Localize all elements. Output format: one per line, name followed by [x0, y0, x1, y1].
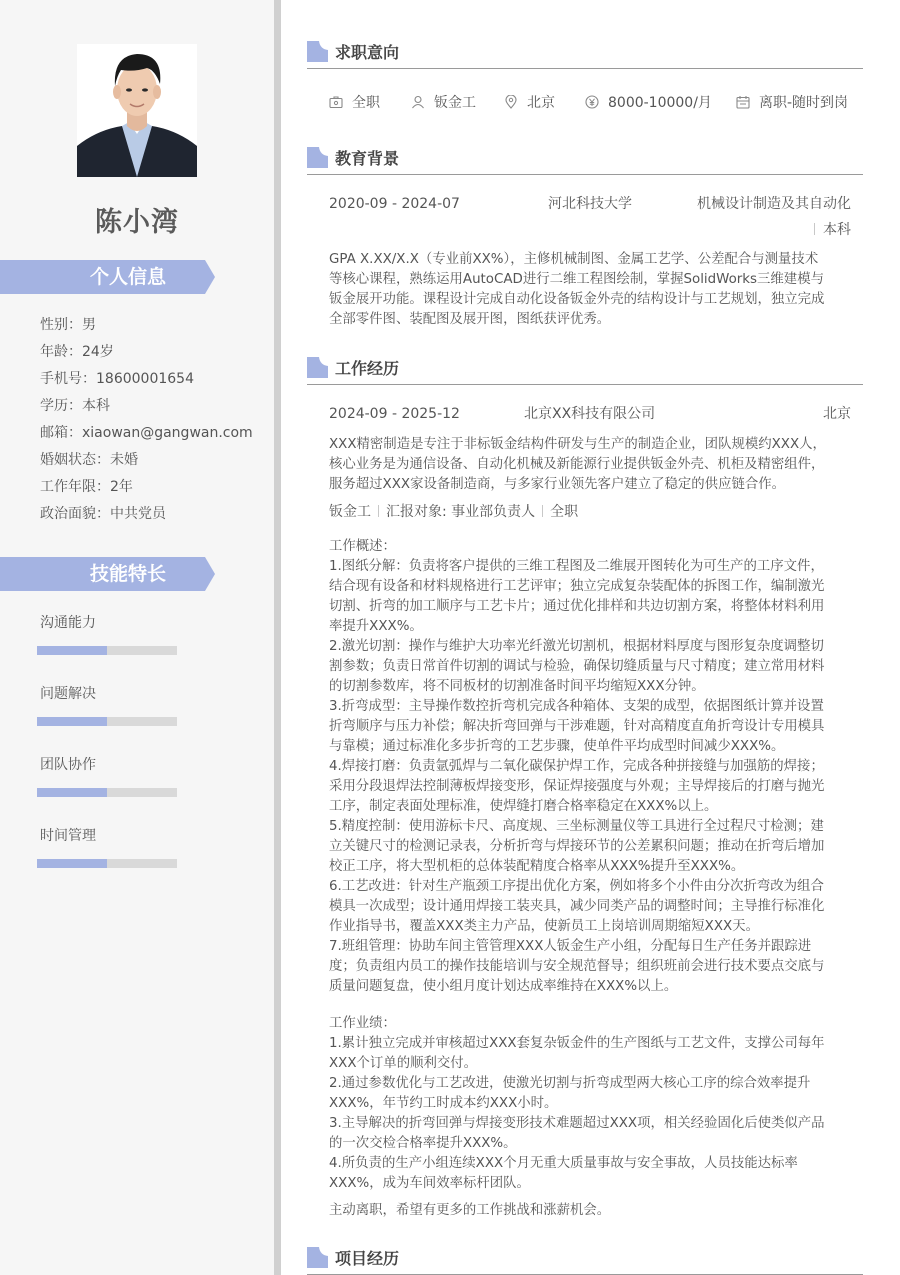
personal-info-header — [0, 260, 215, 294]
info-education: 学历：本科 — [40, 398, 110, 414]
info-marital-status: 婚姻状态：未婚 — [40, 452, 138, 468]
tag-position: 钣金工 — [329, 504, 371, 520]
info-email: 邮箱：xiaowan@gangwan.com — [40, 425, 253, 441]
job-intent-row — [329, 92, 859, 114]
intent-city — [504, 92, 555, 114]
skill-name: 团队协作 — [40, 757, 96, 773]
intent-position — [411, 92, 476, 114]
text-line: XXX%，成为车间效率标杆团队。 — [329, 1176, 530, 1191]
separator — [378, 505, 379, 517]
personal-info-list — [40, 312, 253, 528]
text-line: 3.折弯成型：主导操作数控折弯机完成各种箱体、支架的成型，依据图纸计算并设置 — [329, 699, 824, 714]
text-line: GPA X.XX/X.X（专业前XX%），主修机械制图、金属工艺学、公差配合与测量技术 — [329, 252, 819, 267]
info-age: 年龄：24岁 — [40, 344, 114, 360]
section-marker-icon — [307, 41, 328, 62]
skills-header — [0, 557, 215, 591]
avatar — [77, 44, 197, 177]
text-line: 立关键尺寸的检测记录表，分析折弯与焊接环节的公差累积问题；推动在折弯后增加 — [329, 839, 825, 854]
work-tags — [329, 502, 578, 522]
briefcase-icon — [329, 95, 343, 109]
work-company: 北京XX科技有限公司 — [524, 406, 656, 422]
text-line: 4.所负责的生产小组连续XXX个月无重大质量事故与安全事故，人员技能达标率 — [329, 1156, 798, 1171]
skill-bar — [37, 788, 177, 797]
text-line: 服务超过XXX家设备制造商，与多家行业领先客户建立了稳定的供应链合作。 — [329, 477, 786, 492]
section-work-experience — [307, 357, 863, 385]
education-period: 2020-09 - 2024-07 — [329, 196, 460, 212]
text-line: 3.主导解决的折弯回弹与焊接变形技术难题超过XXX项，相关经验固化后使类似产品 — [329, 1116, 825, 1131]
section-title: 求职意向 — [335, 43, 400, 62]
person-icon — [411, 95, 425, 109]
info-work-years: 工作年限：2年 — [40, 479, 133, 495]
text-line: 折弯顺序与压力补偿；解决折弯回弹与干涉难题，针对高精度直角折弯设计专用模具 — [329, 719, 825, 734]
skill-item — [37, 683, 177, 726]
work-overview — [329, 537, 853, 997]
skill-name: 时间管理 — [40, 828, 96, 844]
separator — [542, 505, 543, 517]
section-job-intent — [307, 41, 863, 69]
skills-title: 技能特长 — [89, 563, 166, 585]
text-line: 主动离职，希望有更多的工作挑战和涨薪机会。 — [329, 1203, 611, 1218]
candidate-name: 陈小湾 — [95, 207, 179, 238]
tag-report-to: 汇报对象: 事业部负责人 — [386, 504, 536, 520]
section-title: 教育背景 — [335, 149, 400, 168]
separator — [814, 223, 815, 235]
skill-item — [37, 612, 177, 655]
skill-bar-fill — [37, 717, 107, 726]
text-line: 结合现有设备和材料规格进行工艺评审；独立完成复杂装配体的拆图工作，编制激光 — [329, 579, 825, 594]
intent-job-type — [329, 92, 380, 114]
text-line: 割参数；负责日常首件切割的调试与检验，确保切缝质量与尺寸精度；建立常用材料 — [329, 659, 825, 674]
text-line: 模具一次成型；设计通用焊接工装夹具，减少同类产品的调整时间；主导推行标准化 — [329, 899, 825, 914]
text-line: 工作概述： — [329, 539, 396, 554]
skill-name: 问题解决 — [40, 686, 96, 702]
section-marker-icon — [307, 147, 328, 168]
skill-name: 沟通能力 — [40, 615, 96, 631]
work-results — [329, 1014, 853, 1194]
skill-item — [37, 825, 177, 868]
skill-item — [37, 754, 177, 797]
skill-bar-fill — [37, 646, 107, 655]
text-line: 6.工艺改进：针对生产瓶颈工序提出优化方案，例如将多个小件由分次折弯改为组合 — [329, 879, 824, 894]
location-pin-icon — [504, 95, 518, 109]
skill-bar — [37, 859, 177, 868]
education-major: 机械设计制造及其自动化 — [697, 196, 851, 212]
info-phone: 手机号：18600001654 — [40, 371, 194, 387]
skill-bar — [37, 646, 177, 655]
intent-text: 离职-随时到岗 — [759, 95, 849, 111]
leave-reason — [329, 1201, 853, 1221]
text-line: XXX%，年节约工时成本约XXX小时。 — [329, 1096, 558, 1111]
intent-salary — [585, 92, 712, 114]
section-title: 项目经历 — [335, 1249, 400, 1268]
text-line: 7.班组管理：协助车间主管管理XXX人钣金生产小组，分配每日生产任务并跟踪进 — [329, 939, 812, 954]
education-degree-wrap — [814, 220, 851, 240]
section-title: 工作经历 — [335, 359, 400, 378]
text-line: 5.精度控制：使用游标卡尺、高度规、三坐标测量仪等工具进行全过程尺寸检测；建 — [329, 819, 824, 834]
education-description — [329, 250, 853, 330]
text-line: 率提升XXX%。 — [329, 619, 423, 634]
intent-text: 钣金工 — [434, 95, 476, 111]
section-marker-icon — [307, 1247, 328, 1268]
text-line: 等核心课程，熟练运用AutoCAD进行二维工程图绘制，掌握SolidWorks三维建模与 — [329, 272, 824, 287]
text-line: 核心业务是为通信设备、自动化机械及新能源行业提供钣金外壳、机柜及精密组件， — [329, 457, 825, 472]
text-line: 的切割参数库，将不同板材的切割准备时间平均缩短XXX分钟。 — [329, 679, 705, 694]
text-line: 校正工序，将大型机柜的总体装配精度合格率从XXX%提升至XXX%。 — [329, 859, 745, 874]
company-description — [329, 435, 853, 495]
section-education — [307, 147, 863, 175]
intent-text: 全职 — [352, 95, 380, 111]
education-school: 河北科技大学 — [548, 196, 632, 212]
text-line: 采用分段退焊法控制薄板焊接变形，保证焊接强度与外观；主导焊接后的打磨与抛光 — [329, 779, 825, 794]
skill-bar-fill — [37, 788, 107, 797]
work-period: 2024-09 - 2025-12 — [329, 406, 460, 422]
text-line: 1.图纸分解：负责将客户提供的三维工程图及二维展开图转化为可生产的工序文件， — [329, 559, 824, 574]
text-line: 2.激光切割：操作与维护大功率光纤激光切割机，根据材料厚度与图形复杂度调整切 — [329, 639, 824, 654]
personal-info-title: 个人信息 — [89, 266, 166, 288]
text-line: XXX个订单的顺利交付。 — [329, 1056, 478, 1071]
text-line: 4.焊接打磨：负责氩弧焊与二氧化碳保护焊工作，完成各种拼接缝与加强筋的焊接； — [329, 759, 824, 774]
intent-availability — [736, 92, 848, 114]
text-line: 2.通过参数优化与工艺改进，使激光切割与折弯成型两大核心工序的综合效率提升 — [329, 1076, 811, 1091]
info-political-status: 政治面貌：中共党员 — [40, 506, 166, 522]
text-line: XXX精密制造是专注于非标钣金结构件研发与生产的制造企业，团队规模约XXX人， — [329, 437, 826, 452]
skill-bar — [37, 717, 177, 726]
text-line: 质量问题复盘，使小组月度计划达成率维持在XXX%以上。 — [329, 979, 678, 994]
yen-icon — [585, 95, 599, 109]
tag-job-type: 全职 — [550, 504, 579, 520]
intent-text: 8000-10000/月 — [608, 95, 712, 111]
text-line: 的一次交检合格率提升XXX%。 — [329, 1136, 517, 1151]
info-gender: 性别：男 — [40, 317, 96, 333]
intent-text: 北京 — [527, 95, 555, 111]
sidebar-divider — [274, 0, 281, 1275]
section-marker-icon — [307, 357, 328, 378]
text-line: 度；负责组内员工的操作技能培训与安全规范督导；组织班前会进行技术要点交底与 — [329, 959, 825, 974]
text-line: 作业指导书，覆盖XXX类主力产品，使新员工上岗培训周期缩短XXX天。 — [329, 919, 759, 934]
text-line: 工序，制定表面处理标准，使焊缝打磨合格率稳定在XXX%以上。 — [329, 799, 718, 814]
skill-bar-fill — [37, 859, 107, 868]
section-projects — [307, 1247, 863, 1275]
text-line: 切割、折弯的加工顺序与工艺卡片；通过优化排样和共边切割方案，将整体材料利用 — [329, 599, 825, 614]
work-city: 北京 — [823, 406, 851, 422]
text-line: 1.累计独立完成并审核超过XXX套复杂钣金件的生产图纸与工艺文件，支撑公司每年 — [329, 1036, 825, 1051]
education-degree: 本科 — [823, 222, 851, 238]
text-line: 工作业绩： — [329, 1016, 396, 1031]
text-line: 钣金展开功能。课程设计完成自动化设备钣金外壳的结构设计与工艺规划，独立完成 — [329, 292, 825, 307]
text-line: 全部零件图、装配图及展开图，图纸获评优秀。 — [329, 312, 611, 327]
text-line: 与靠模；通过标准化多步折弯的工艺步骤，使单件平均成型时间减少XXX%。 — [329, 739, 785, 754]
calendar-icon — [736, 95, 750, 109]
